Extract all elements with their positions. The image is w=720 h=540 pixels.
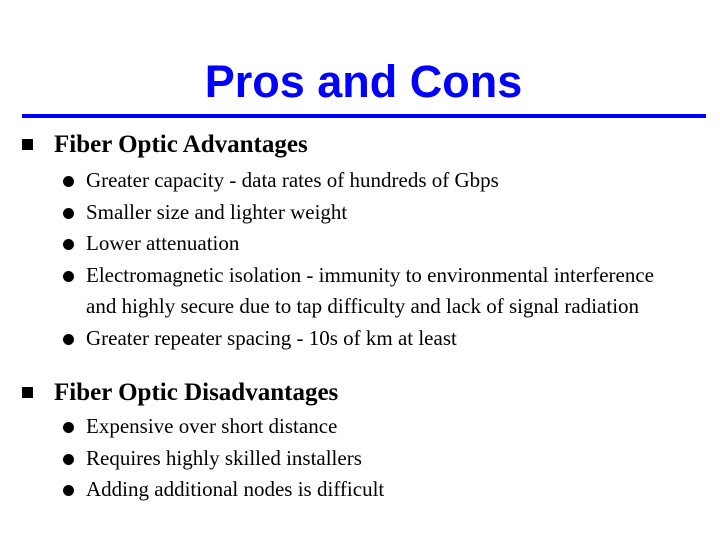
round-bullet-icon (63, 176, 74, 187)
round-bullet-icon (63, 422, 74, 433)
list-item (0, 165, 686, 197)
list-item-text: Smaller size and lighter weight (86, 199, 348, 224)
advantages-list (0, 165, 720, 354)
section-heading-advantages: Fiber Optic Advantages (54, 131, 308, 158)
list-item (0, 474, 686, 506)
list-item (0, 323, 686, 355)
disadvantages-list (0, 411, 720, 506)
list-item-text: Greater repeater spacing - 10s of km at least (86, 325, 457, 350)
round-bullet-icon (63, 334, 74, 345)
list-item (0, 443, 686, 475)
round-bullet-icon (63, 454, 74, 465)
list-item-text: Greater capacity - data rates of hundreds of Gbps (86, 168, 499, 192)
list-item-text: Lower attenuation (86, 231, 240, 255)
square-bullet-icon (22, 387, 33, 398)
list-item-text: Electromagnetic isolation - immunity to environmental interference and highly secure due to tap difficulty and lack of signal radiation (86, 262, 654, 318)
square-bullet-icon (22, 139, 33, 150)
list-item (0, 197, 686, 229)
slide-title: Pros and Cons (204, 56, 523, 107)
list-item (0, 411, 686, 443)
list-item-text: Adding additional nodes is difficult (86, 477, 385, 501)
round-bullet-icon (63, 208, 74, 219)
list-item-text: Requires highly skilled installers (86, 445, 362, 470)
section-heading-disadvantages: Fiber Optic Disadvantages (54, 379, 339, 406)
list-item (0, 260, 686, 323)
round-bullet-icon (63, 271, 74, 282)
list-item (0, 228, 686, 260)
round-bullet-icon (63, 239, 74, 250)
round-bullet-icon (63, 485, 74, 496)
list-item-text: Expensive over short distance (86, 414, 338, 438)
